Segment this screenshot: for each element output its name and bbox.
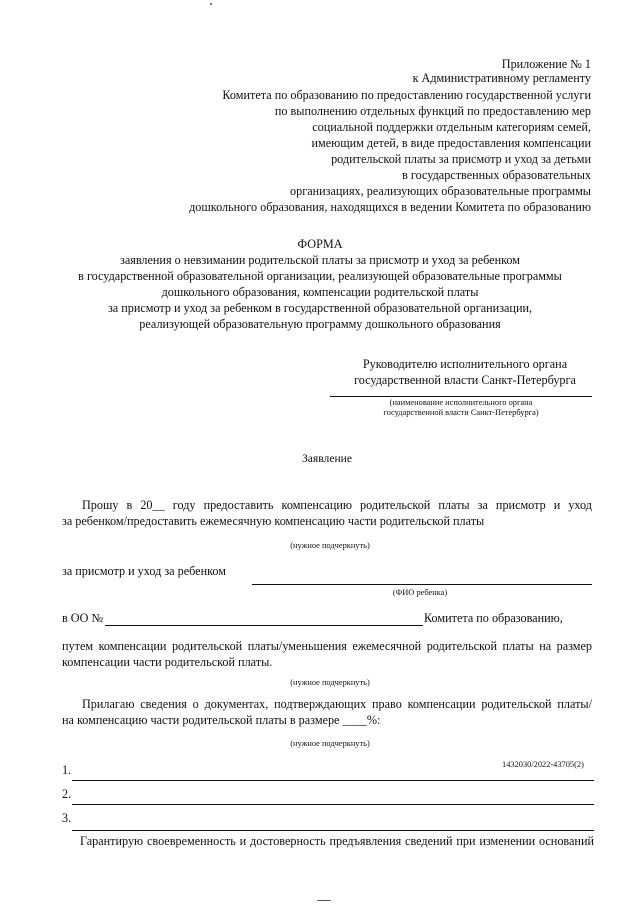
list-item-number: 3.	[62, 811, 72, 825]
oo-suffix: Комитета по образованию,	[424, 611, 563, 625]
scan-speck	[317, 900, 331, 901]
addressee-caption: (наименование исполнительного органа	[389, 398, 533, 407]
attachment-field-3[interactable]	[72, 830, 594, 831]
hint-underline: (нужное подчеркнуть)	[290, 541, 370, 550]
child-name-field[interactable]	[252, 584, 592, 585]
statement-title: Заявление	[301, 452, 353, 465]
appendix-number: Приложение № 1	[501, 57, 591, 71]
guarantee-line: Гарантирую своевременность и достоверность предъявления сведений при изменении оснований	[80, 834, 594, 848]
method-line: путем компенсации родительской платы/уменьшения ежемесячной родительской платы на размер	[62, 639, 592, 653]
request-line: Прошу в 20__ году предоставить компенсацию родительской платы за присмотр и уход	[82, 498, 592, 512]
appendix-line: к Административному регламенту	[412, 71, 591, 85]
hint-underline: (нужное подчеркнуть)	[290, 678, 370, 687]
document-number: 1432030/2022-43705(2)	[502, 760, 584, 769]
scan-speck	[210, 3, 212, 5]
form-title-line: заявления о невзимании родительской платы за присмотр и уход за ребенком	[120, 253, 520, 267]
oo-number-field[interactable]	[105, 625, 423, 626]
appendix-line: социальной поддержки отдельным категориям семей,	[312, 120, 591, 134]
form-title-line: дошкольного образования, компенсации родительской платы	[161, 285, 479, 299]
appendix-line: в государственных образовательных	[402, 168, 591, 182]
child-label: за присмотр и уход за ребенком	[62, 564, 226, 578]
form-title-line: реализующей образовательную программу дошкольного образования	[139, 317, 501, 331]
addressee-caption: государственной власти Санкт-Петербурга)	[383, 408, 539, 417]
addressee-line: государственной власти Санкт-Петербурга	[354, 373, 576, 387]
oo-prefix: в ОО №	[62, 611, 104, 625]
attach-line: Прилагаю сведения о документах, подтверждающих право компенсации родительской платы/	[82, 697, 592, 711]
addressee-underline	[330, 396, 592, 397]
appendix-line: Комитета по образованию по предоставлению государственной услуги	[222, 88, 591, 102]
child-caption: (ФИО ребенка)	[392, 588, 448, 597]
appendix-line: родительской платы за присмотр и уход за детьми	[331, 152, 591, 166]
addressee-line: Руководителю исполнительного органа	[362, 357, 568, 371]
appendix-line: имеющим детей, в виде предоставления компенсации	[311, 136, 591, 150]
attachment-field-2[interactable]	[72, 804, 594, 805]
appendix-line: дошкольного образования, находящихся в ведении Комитета по образованию	[189, 200, 591, 214]
form-title-line: в государственной образовательной организации, реализующей образовательные программы	[78, 269, 562, 283]
appendix-line: организациях, реализующих образовательные программы	[290, 184, 591, 198]
appendix-line: по выполнению отдельных функций по предоставлению мер	[274, 104, 591, 118]
hint-underline: (нужное подчеркнуть)	[290, 739, 370, 748]
list-item-number: 2.	[62, 787, 72, 801]
form-title-line: за присмотр и уход за ребенком в государственной образовательной организации,	[107, 301, 533, 315]
request-line: за ребенком/предоставить ежемесячную компенсацию части родительской платы	[62, 514, 485, 528]
list-item-number: 1.	[62, 763, 72, 777]
attachment-field-1[interactable]	[72, 780, 594, 781]
form-heading: ФОРМА	[297, 237, 343, 251]
attach-line: на компенсацию части родительской платы в размере ____%:	[62, 713, 381, 727]
method-line: компенсации части родительской платы.	[62, 655, 273, 669]
